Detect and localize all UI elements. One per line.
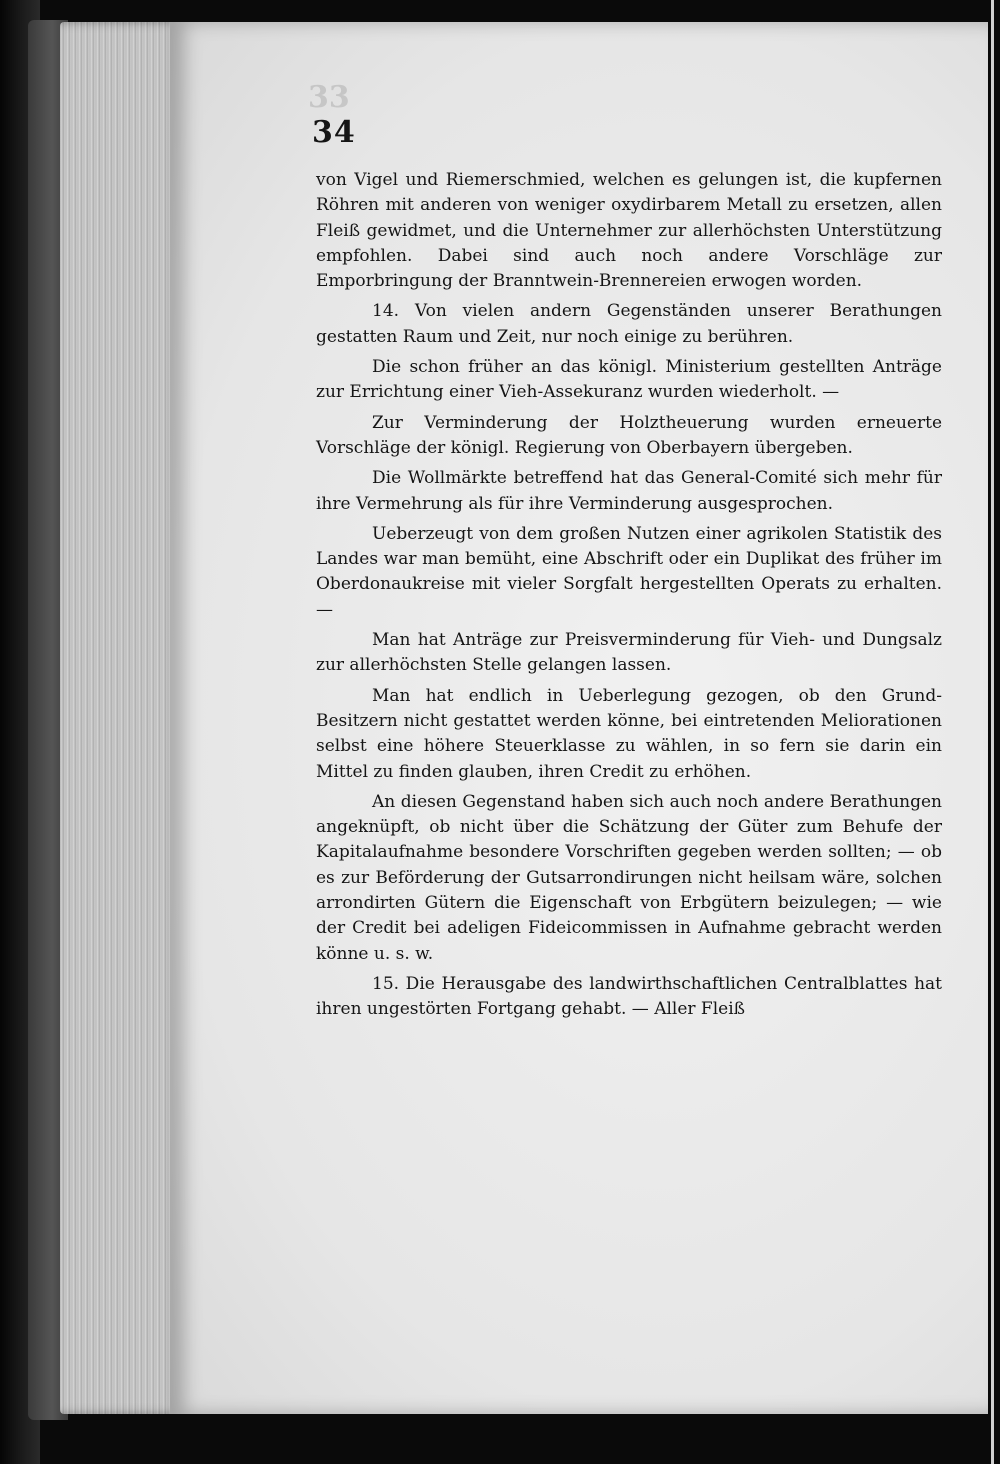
page-edges bbox=[60, 22, 180, 1414]
paragraph-section-15: 15. Die Herausgabe des landwirthschaftlichen Centralblattes hat ihren ungestörten Fortgang gehabt. — Aller Fleiß bbox=[316, 973, 942, 1020]
paragraph-section-14: 14. Von vielen andern Gegenständen unserer Berathungen gestatten Raum und Zeit, nur noch einige zu berühren. bbox=[316, 301, 942, 347]
paragraph-berathungen: An diesen Gegenstand haben sich auch noch andere Berathungen angeknüpft, ob nicht über die Schätzung der Güter zum Behufe der Kapitalaufnahme besondere Vorschriften gegeben werden sollten; — ob es zur Beförderung der Gutsarrondirungen nicht heilsam wäre, solchen arrondirten Gütern die Eigenschaft von Erbgütern beizulegen; — wie der Credit bei adeligen Fideicommissen in Aufnahme gebracht werden könne u. s. w. bbox=[316, 791, 942, 964]
paragraph-holztheuerung: Zur Verminderung der Holztheuerung wurden erneuerte Vorschläge der königl. Regierung von Oberbayern übergeben. bbox=[316, 412, 942, 458]
page-number: 34 bbox=[312, 115, 356, 150]
paragraph-continuation: von Vigel und Riemerschmied, welchen es gelungen ist, die kupfernen Röhren mit anderen von weniger oxydirbarem Metall zu ersetzen, allen Fleiß gewidmet, und die Unternehmer zur allerhöchsten Unterstützung empfohlen. Dabei sind auch noch andere Vorschläge zur Emporbringung der Branntwein-Brennereien erwogen worden. bbox=[316, 170, 942, 292]
body-text bbox=[316, 168, 942, 1028]
paragraph-wollmaerkte: Die Wollmärkte betreffend hat das General-Comité sich mehr für ihre Vermehrung als für ihre Verminderung ausgesprochen. bbox=[316, 468, 942, 514]
bleed-through-page-number: 33 bbox=[308, 80, 350, 115]
paragraph-statistik: Ueberzeugt von dem großen Nutzen einer agrikolen Statistik des Landes war man bemüht, eine Abschrift oder ein Duplikat des früher im Oberdonaukreise mit vieler Sorgfalt hergestellten Operats zu erhalten. — bbox=[316, 523, 942, 620]
scan-border bbox=[988, 0, 1000, 1464]
paragraph-vieh-assekuranz: Die schon früher an das königl. Ministerium gestellten Anträge zur Errichtung einer Vieh-Assekuranz wurden wiederholt. — bbox=[316, 357, 942, 403]
paragraph-dungsalz: Man hat Anträge zur Preisverminderung für Vieh- und Dungsalz zur allerhöchsten Stelle gelangen lassen. bbox=[316, 630, 942, 676]
paragraph-steuerklasse: Man hat endlich in Ueberlegung gezogen, ob den Grund-Besitzern nicht gestattet werden könne, bei eintretenden Meliorationen selbst eine höhere Steuerklasse zu wählen, in so fern sie darin ein Mittel zu finden glauben, ihren Credit zu erhöhen. bbox=[316, 685, 942, 782]
